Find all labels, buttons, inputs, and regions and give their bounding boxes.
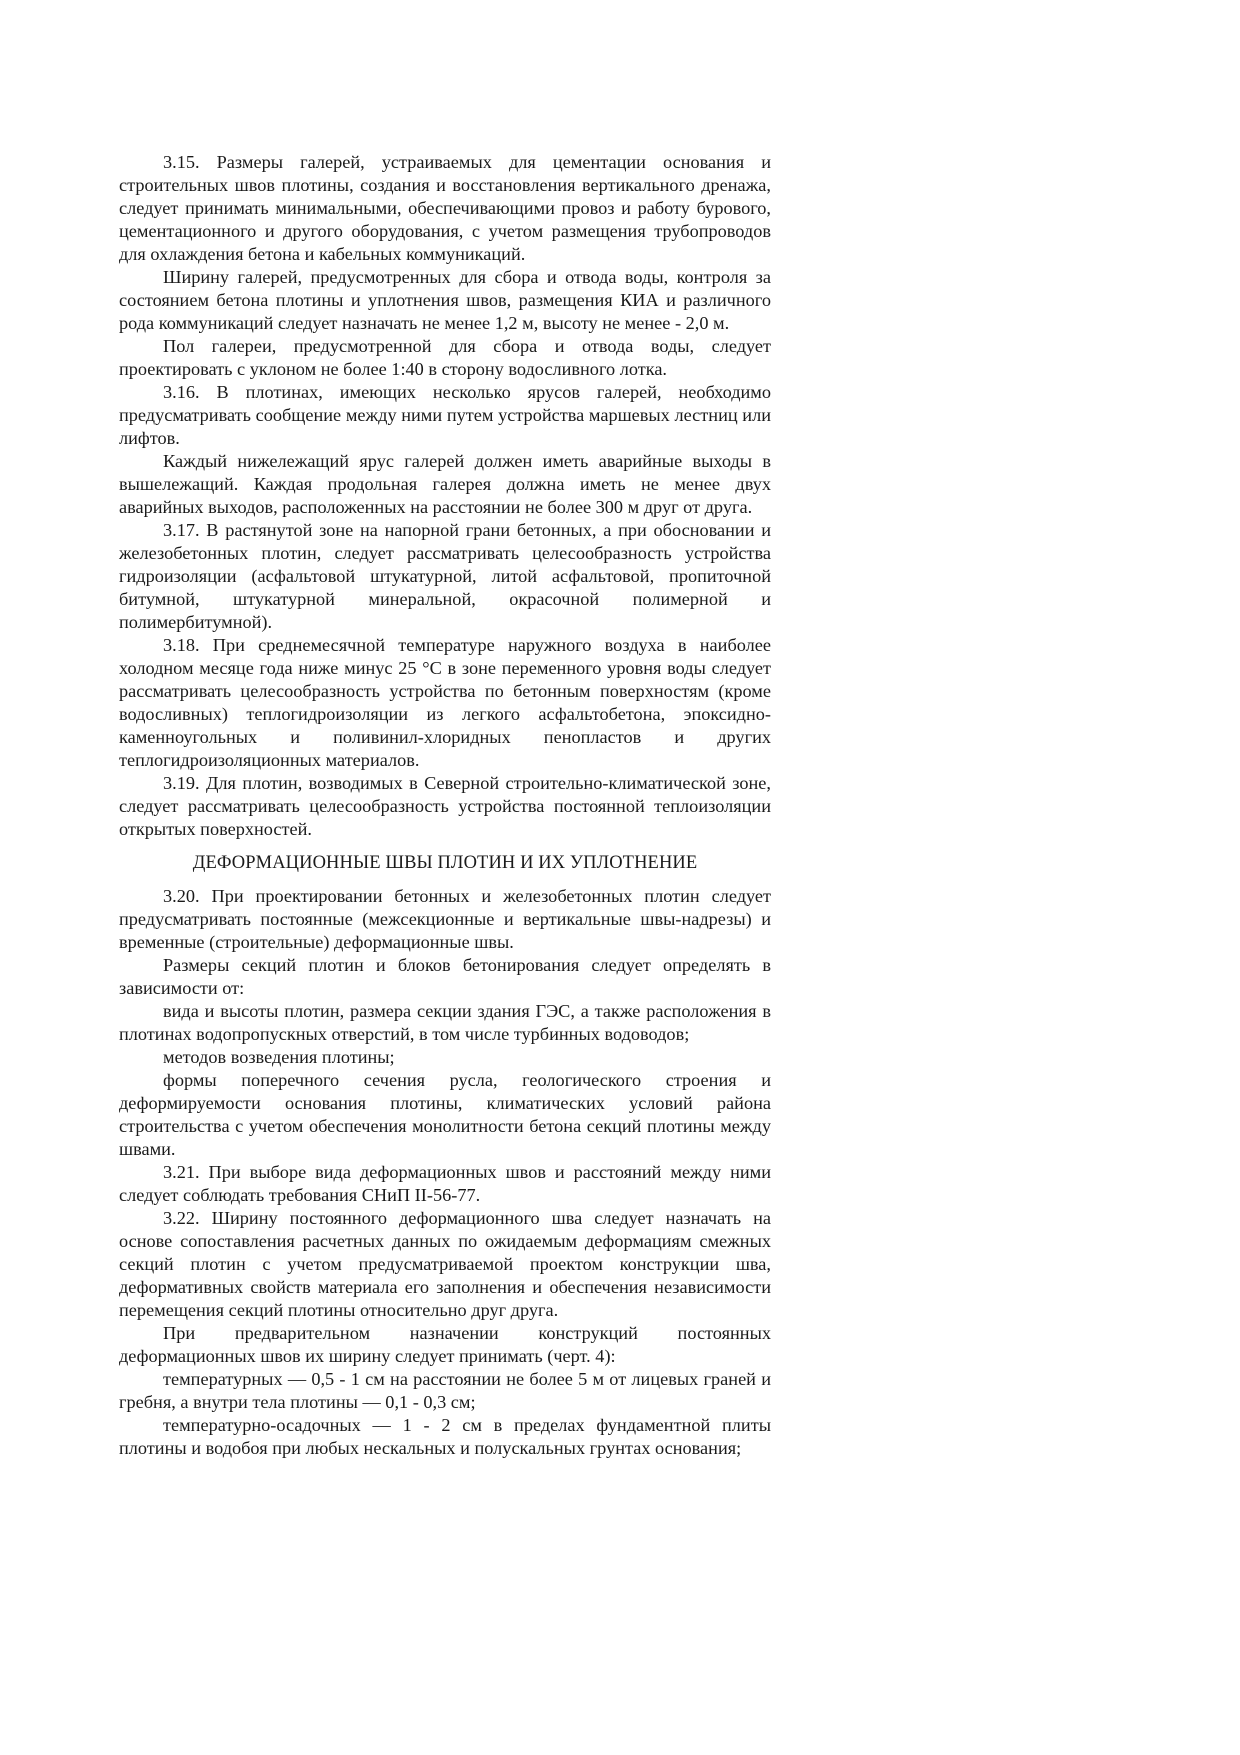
paragraph-list-item-temperature: температурных — 0,5 - 1 см на расстоянии не более 5 м от лицевых граней и гребня, а внутри тела плотины — 0,1 - 0,3 см; (119, 1369, 771, 1412)
paragraph-3-16: 3.16. В плотинах, имеющих несколько ярусов галерей, необходимо предусматривать сообщение между ними путем устройства маршевых лестниц или лифтов. (119, 382, 771, 448)
section-heading: ДЕФОРМАЦИОННЫЕ ШВЫ ПЛОТИН И ИХ УПЛОТНЕНИЕ (192, 853, 698, 873)
paragraph-3-17: 3.17. В растянутой зоне на напорной грани бетонных, а при обосновании и железобетонных плотин, следует рассматривать целесообразность устройства гидроизоляции (асфальтовой штукатурной, литой асфальтовой, пропиточной битумной, штукатурной минеральной, окрасочной полимерной и полимербитумной). (119, 520, 771, 632)
paragraph-3-20: 3.20. При проектировании бетонных и железобетонных плотин следует предусматривать постоянные (межсекционные и вертикальные швы-надрезы) и временные (строительные) деформационные швы. (119, 886, 771, 952)
paragraph-3-18: 3.18. При среднемесячной температуре наружного воздуха в наиболее холодном месяце года ниже минус 25 °С в зоне переменного уровня воды следует рассматривать целесообразность устройства по бетонным поверхностям (кроме водосливных) теплогидроизоляции из легкого асфальтобетона, эпоксидно-каменноугольных и поливинил-хлоридных пенопластов и других теплогидроизоляционных материалов. (119, 635, 771, 770)
paragraph-3-19: 3.19. Для плотин, возводимых в Северной строительно-климатической зоне, следует рассматривать целесообразность устройства постоянной теплоизоляции открытых поверхностей. (119, 773, 771, 839)
paragraph-3-22: 3.22. Ширину постоянного деформационного шва следует назначать на основе сопоставления расчетных данных по ожидаемым деформациям смежных секций плотин с учетом предусматриваемой проектом конструкции шва, деформативных свойств материала его заполнения и обеспечения независимости перемещения секций плотины относительно друг друга. (119, 1208, 771, 1320)
paragraph-section-sizes: Размеры секций плотин и блоков бетонирования следует определять в зависимости от: (119, 955, 771, 998)
document-page (119, 151, 771, 1460)
paragraph-gallery-floor: Пол галереи, предусмотренной для сбора и отвода воды, следует проектировать с уклоном не более 1:40 в сторону водосливного лотка. (119, 336, 771, 379)
paragraph-preliminary-width: При предварительном назначении конструкций постоянных деформационных швов их ширину следует принимать (черт. 4): (119, 1323, 771, 1366)
paragraph-3-15: 3.15. Размеры галерей, устраиваемых для цементации основания и строительных швов плотины, создания и восстановления вертикального дренажа, следует принимать минимальными, обеспечивающими провоз и работу бурового, цементационного и другого оборудования, с учетом размещения трубопроводов для охлаждения бетона и кабельных коммуникаций. (119, 152, 771, 264)
paragraph-list-item-riverbed: формы поперечного сечения русла, геологического строения и деформируемости основания плотины, климатических условий района строительства с учетом обеспечения монолитности бетона секций плотины между швами. (119, 1070, 771, 1159)
paragraph-emergency-exits: Каждый нижележащий ярус галерей должен иметь аварийные выходы в вышележащий. Каждая продольная галерея должна иметь не менее двух аварийных выходов, расположенных на расстоянии не более 300 м друг от друга. (119, 451, 771, 517)
paragraph-list-item-temperature-settlement: температурно-осадочных — 1 - 2 см в пределах фундаментной плиты плотины и водобоя при любых нескальных и полускальных грунтах основания; (119, 1415, 771, 1458)
paragraph-list-item-methods: методов возведения плотины; (163, 1047, 395, 1067)
paragraph-gallery-width: Ширину галерей, предусмотренных для сбора и отвода воды, контроля за состоянием бетона плотины и уплотнения швов, размещения КИА и различного рода коммуникаций следует назначать не менее 1,2 м, высоту не менее - 2,0 м. (119, 267, 771, 333)
paragraph-3-21: 3.21. При выборе вида деформационных швов и расстояний между ними следует соблюдать требования СНиП II-56-77. (119, 1162, 771, 1205)
paragraph-list-item-type-height: вида и высоты плотин, размера секции здания ГЭС, а также расположения в плотинах водопропускных отверстий, в том числе турбинных водоводов; (119, 1001, 771, 1044)
